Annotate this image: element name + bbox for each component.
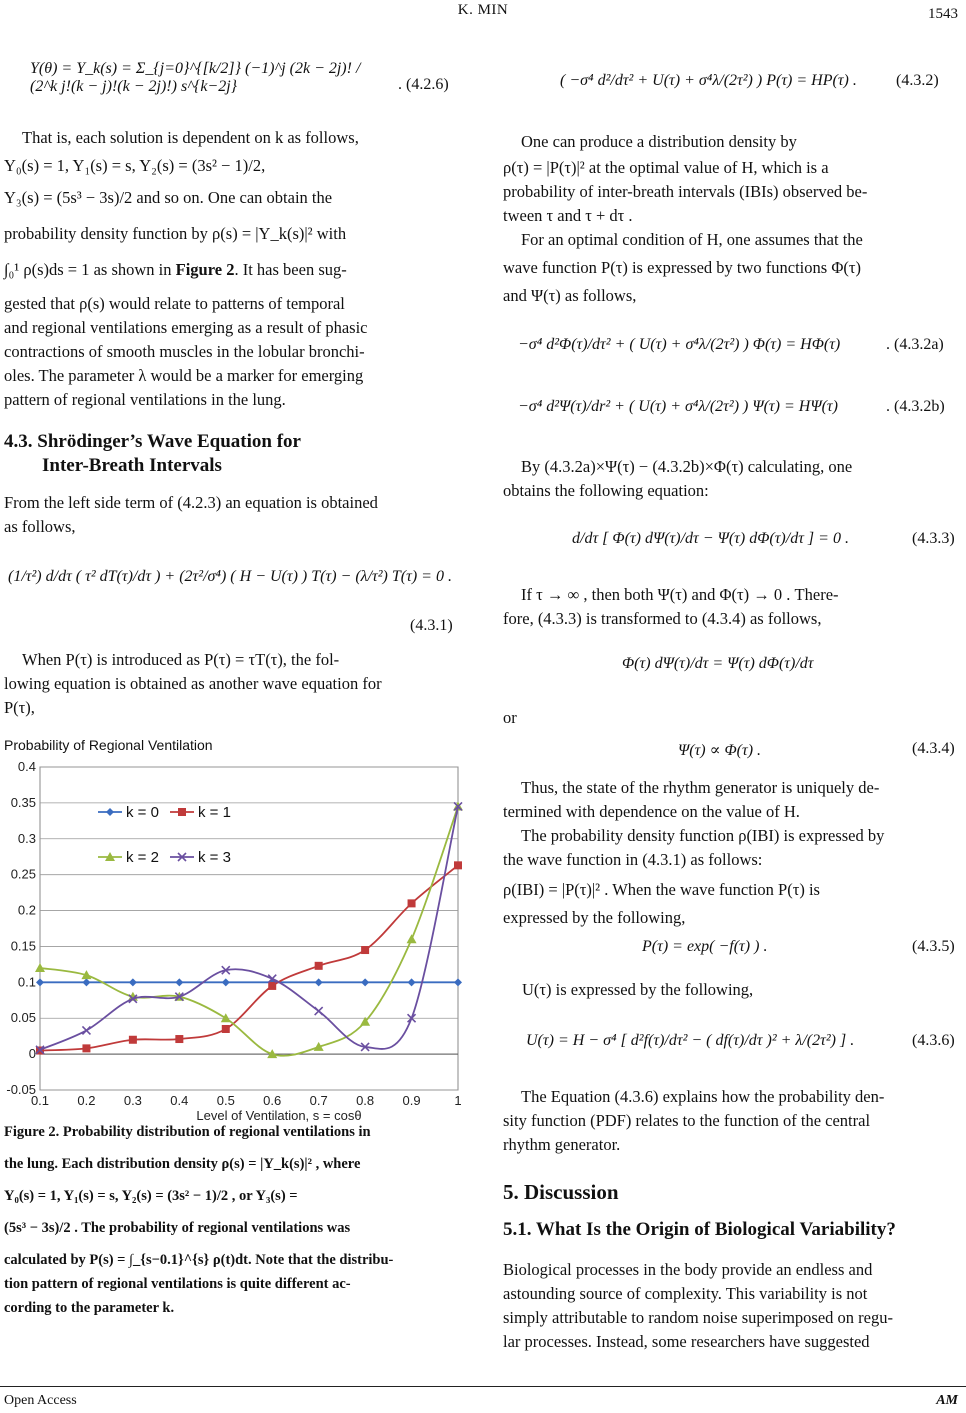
text-line: contractions of smooth muscles in the lobular bronchi-: [4, 342, 365, 361]
text-line: From the left side term of (4.2.3) an equation is obtained: [4, 493, 378, 512]
equation-4-3-4a: Φ(τ) dΨ(τ)/dτ = Ψ(τ) dΦ(τ)/dτ: [622, 655, 814, 672]
paragraph-by-calculating: [503, 455, 963, 503]
section-heading-4-3: [4, 430, 301, 478]
text-fragment: ∫₀¹ ρ(s)ds = 1 as shown in: [4, 260, 176, 279]
data-point-k1: [129, 1036, 137, 1044]
equation-4-3-2a: −σ⁴ d²Φ(τ)/dτ² + ( U(τ) + σ⁴λ/(2τ²) ) Φ(τ) = HΦ(τ): [518, 336, 841, 353]
y-tick-label: 0.4: [17, 759, 36, 774]
equation-4-3-2b: −σ⁴ d²Ψ(τ)/dr² + ( U(τ) + σ⁴λ/(2τ²) ) Ψ(τ) = HΨ(τ): [518, 398, 838, 415]
x-tick-label: 0.4: [170, 1093, 189, 1108]
x-tick-label: 0.7: [309, 1093, 328, 1108]
equation-4-2-6: Y(θ) = Y_k(s) = Σ_{j=0}^{[k/2]} (−1)^j (2k − 2j)! / (2^k j!(k − j)!(k − 2j)!) s^{k−2j}: [30, 60, 361, 95]
plot-frame: [40, 767, 458, 1090]
data-point-k0: [82, 978, 90, 986]
equation-number-4-2-6: . (4.2.6): [398, 76, 449, 93]
figure-ref[interactable]: Figure 2: [175, 260, 235, 279]
legend-label: k = 0: [126, 804, 159, 821]
y-tick-label: 0: [28, 1046, 36, 1062]
equation-4-3-1: (1/τ²) d/dτ ( τ² dT(τ)/dτ ) + (2τ²/σ⁴) ( H − U(τ) ) T(τ) − (λ/τ²) T(τ) = 0 .: [8, 568, 452, 585]
text-line: astounding source of complexity. This variability is not: [503, 1284, 868, 1303]
legend-marker: [106, 808, 114, 816]
legend-label: k = 2: [126, 849, 159, 866]
text-line: That is, each solution is dependent on k as follows,: [22, 128, 359, 147]
caption-line: Y₀(s) = 1, Y₁(s) = s, Y₂(s) = (3s² − 1)/2 , or Y₃(s) =: [4, 1188, 298, 1204]
paragraph-rhythm-state: [503, 776, 963, 930]
legend-label: k = 1: [198, 804, 231, 821]
equation-number-4-3-1: (4.3.1): [410, 617, 453, 634]
x-tick-label: 0.2: [77, 1093, 96, 1108]
text-line: sity function (PDF) relates to the function of the central: [503, 1111, 871, 1130]
text-line: rhythm generator.: [503, 1135, 621, 1154]
x-tick-label: 1: [454, 1093, 462, 1108]
paragraph-left-term: [4, 491, 462, 539]
data-point-k0: [36, 978, 44, 986]
text-line: If τ → ∞ , then both Ψ(τ) and Φ(τ) → 0 . There-: [521, 585, 839, 604]
text-line: When P(τ) is introduced as P(τ) = τT(τ), the fol-: [22, 650, 340, 669]
text-line: pattern of regional ventilations in the lung.: [4, 390, 286, 409]
data-point-k0: [454, 978, 462, 986]
paragraph-optimal-condition: [503, 228, 963, 308]
legend-marker: [178, 808, 186, 816]
text-line: lowing equation is obtained as another wave equation for: [4, 674, 382, 693]
data-point-k0: [315, 978, 323, 986]
data-point-k2: [407, 934, 417, 943]
text-line: By (4.3.2a)×Ψ(τ) − (4.3.2b)×Φ(τ) calculating, one: [521, 457, 853, 476]
text-line: obtains the following equation:: [503, 481, 709, 500]
x-tick-label: 0.1: [30, 1093, 50, 1108]
text-line: wave function P(τ) is expressed by two functions Φ(τ): [503, 258, 861, 277]
y-tick-label: 0.25: [10, 866, 36, 882]
text-line: expressed by the following,: [503, 908, 686, 927]
text-line: the wave function in (4.3.1) as follows:: [503, 850, 763, 869]
text-line: [4, 258, 462, 282]
data-point-k0: [361, 978, 369, 986]
footer-rule: [0, 1386, 966, 1387]
data-point-k1: [315, 962, 323, 970]
paragraph-P-introduced: [4, 648, 462, 720]
paragraph-limit: [503, 583, 963, 631]
text-line: ρ(IBI) = |P(τ)|² . When the wave function P(τ) is: [503, 880, 820, 899]
equation-number-4-3-6: (4.3.6): [912, 1032, 955, 1049]
equation-number-4-3-2a: . (4.3.2a): [886, 336, 944, 353]
equation-number-4-3-4: (4.3.4): [912, 740, 955, 757]
section-heading-5: 5. Discussion: [503, 1180, 619, 1204]
text-line: simply attributable to random noise superimposed on regu-: [503, 1308, 893, 1327]
data-point-k0: [408, 978, 416, 986]
heading-line: Inter-Breath Intervals: [42, 455, 222, 476]
x-tick-label: 0.3: [123, 1093, 142, 1108]
data-point-k1: [361, 946, 369, 954]
equation-4-3-4: Ψ(τ) ∝ Φ(τ) .: [678, 742, 762, 759]
y-tick-label: 0.3: [17, 830, 36, 846]
text-line: termined with dependence on the value of H.: [503, 802, 800, 821]
data-point-k2: [35, 963, 45, 972]
text-line: gested that ρ(s) would relate to patterns of temporal: [4, 294, 345, 313]
equation-number-4-3-2: (4.3.2): [896, 72, 939, 89]
text-line: fore, (4.3.3) is transformed to (4.3.4) as follows,: [503, 609, 822, 628]
y-tick-label: -0.05: [6, 1082, 36, 1097]
equation-number-4-3-3: (4.3.3): [912, 530, 955, 547]
text-line: oles. The parameter λ would be a marker for emerging: [4, 366, 364, 385]
text-line: One can produce a distribution density by: [521, 132, 797, 151]
caption-line: (5s³ − 3s)/2 . The probability of regional ventilations was: [4, 1220, 351, 1236]
equation-4-3-5: P(τ) = exp( −f(τ) ) .: [642, 938, 768, 955]
equation-number-4-3-2b: . (4.3.2b): [886, 398, 945, 415]
caption-line: Figure 2. Probability distribution of regional ventilations in: [4, 1124, 371, 1140]
text-line: probability of inter-breath intervals (IBIs) observed be-: [503, 182, 868, 201]
caption-line: cording to the parameter k.: [4, 1300, 175, 1316]
data-point-k1: [82, 1044, 90, 1052]
x-axis-label: Level of Ventilation, s = cosθ: [196, 1108, 362, 1123]
text-line: Y₃(s) = (5s³ − 3s)/2 and so on. One can obtain the: [4, 188, 333, 207]
text-line: tween τ and τ + dτ .: [503, 206, 633, 225]
page-number: 1543: [928, 6, 958, 22]
footer-journal: AM: [936, 1393, 958, 1408]
x-tick-label: 0.5: [216, 1093, 235, 1108]
chart-title: Probability of Regional Ventilation: [4, 737, 213, 753]
caption-line: tion pattern of regional ventilations is quite different ac-: [4, 1276, 351, 1292]
text-line: Y₀(s) = 1, Y₁(s) = s, Y₂(s) = (3s² − 1)/2,: [4, 156, 266, 175]
data-point-k1: [268, 982, 276, 990]
caption-line: the lung. Each distribution density ρ(s) = |Y_k(s)|² , where: [4, 1156, 361, 1172]
paragraph-density: [503, 130, 963, 228]
x-tick-label: 0.6: [263, 1093, 282, 1108]
data-point-k1: [175, 1035, 183, 1043]
legend-label: k = 3: [198, 849, 231, 866]
text-line: and regional ventilations emerging as a result of phasic: [4, 318, 368, 337]
data-point-k0: [129, 978, 137, 986]
y-tick-label: 0.35: [10, 794, 36, 810]
text-fragment: . It has been sug-: [234, 260, 347, 279]
heading-line: 4.3. Shrödinger’s Wave Equation for: [4, 431, 301, 452]
data-point-k0: [222, 978, 230, 986]
or-text: or: [503, 708, 517, 727]
equation-4-3-6: U(τ) = H − σ⁴ [ d²f(τ)/dτ² − ( df(τ)/dτ )² + λ/(2τ²) ] .: [526, 1032, 855, 1049]
running-head-author: K. MIN: [457, 2, 509, 18]
y-tick-label: 0.15: [10, 938, 36, 954]
equation-number-4-3-5: (4.3.5): [912, 938, 955, 955]
text-line: probability density function by ρ(s) = |Y_k(s)|² with: [4, 224, 347, 243]
paragraph-biological-variability: [503, 1258, 963, 1354]
text-line: ρ(τ) = |P(τ)|² at the optimal value of H, which is a: [503, 158, 829, 177]
paragraph-pdf: [503, 1085, 963, 1157]
text-line: lar processes. Instead, some researchers have suggested: [503, 1332, 870, 1351]
text-line: and Ψ(τ) as follows,: [503, 286, 637, 305]
figure-caption: [4, 1120, 462, 1320]
text-line: P(τ),: [4, 698, 35, 717]
data-point-k0: [175, 978, 183, 986]
paragraph-solutions: [4, 126, 462, 412]
caption-line: calculated by P(s) = ∫_{s−0.1}^{s} ρ(t)dt. Note that the distribu-: [4, 1252, 394, 1268]
text-line: Biological processes in the body provide an endless and: [503, 1260, 873, 1279]
y-tick-label: 0.05: [10, 1010, 36, 1026]
section-heading-5-1: 5.1. What Is the Origin of Biological Variability?: [503, 1219, 896, 1240]
y-tick-label: 0.1: [17, 974, 36, 990]
x-tick-label: 0.9: [402, 1093, 421, 1108]
equation-4-3-3: d/dτ [ Φ(τ) dΨ(τ)/dτ − Ψ(τ) dΦ(τ)/dτ ] = 0 .: [572, 530, 849, 547]
probability-chart: [0, 755, 466, 1123]
text-line: as follows,: [4, 517, 76, 536]
text-line: The probability density function ρ(IBI) is expressed by: [521, 826, 885, 845]
data-point-k1: [454, 861, 462, 869]
series-line-k3: [40, 806, 458, 1049]
equation-4-3-2: ( −σ⁴ d²/dτ² + U(τ) + σ⁴λ/(2τ²) ) P(τ) = HP(τ) .: [560, 72, 857, 89]
series-line-k1: [40, 865, 458, 1050]
x-tick-label: 0.8: [356, 1093, 375, 1108]
footer-open-access: Open Access: [4, 1393, 77, 1408]
y-tick-label: 0.2: [17, 902, 36, 918]
data-point-k2: [221, 1013, 231, 1022]
text-line: U(τ) is expressed by the following,: [522, 980, 754, 999]
data-point-k1: [222, 1025, 230, 1033]
text-line: For an optimal condition of H, one assumes that the: [521, 230, 863, 249]
data-point-k1: [408, 899, 416, 907]
text-line: The Equation (4.3.6) explains how the probability den-: [521, 1087, 885, 1106]
text-line: Thus, the state of the rhythm generator is uniquely de-: [521, 778, 880, 797]
